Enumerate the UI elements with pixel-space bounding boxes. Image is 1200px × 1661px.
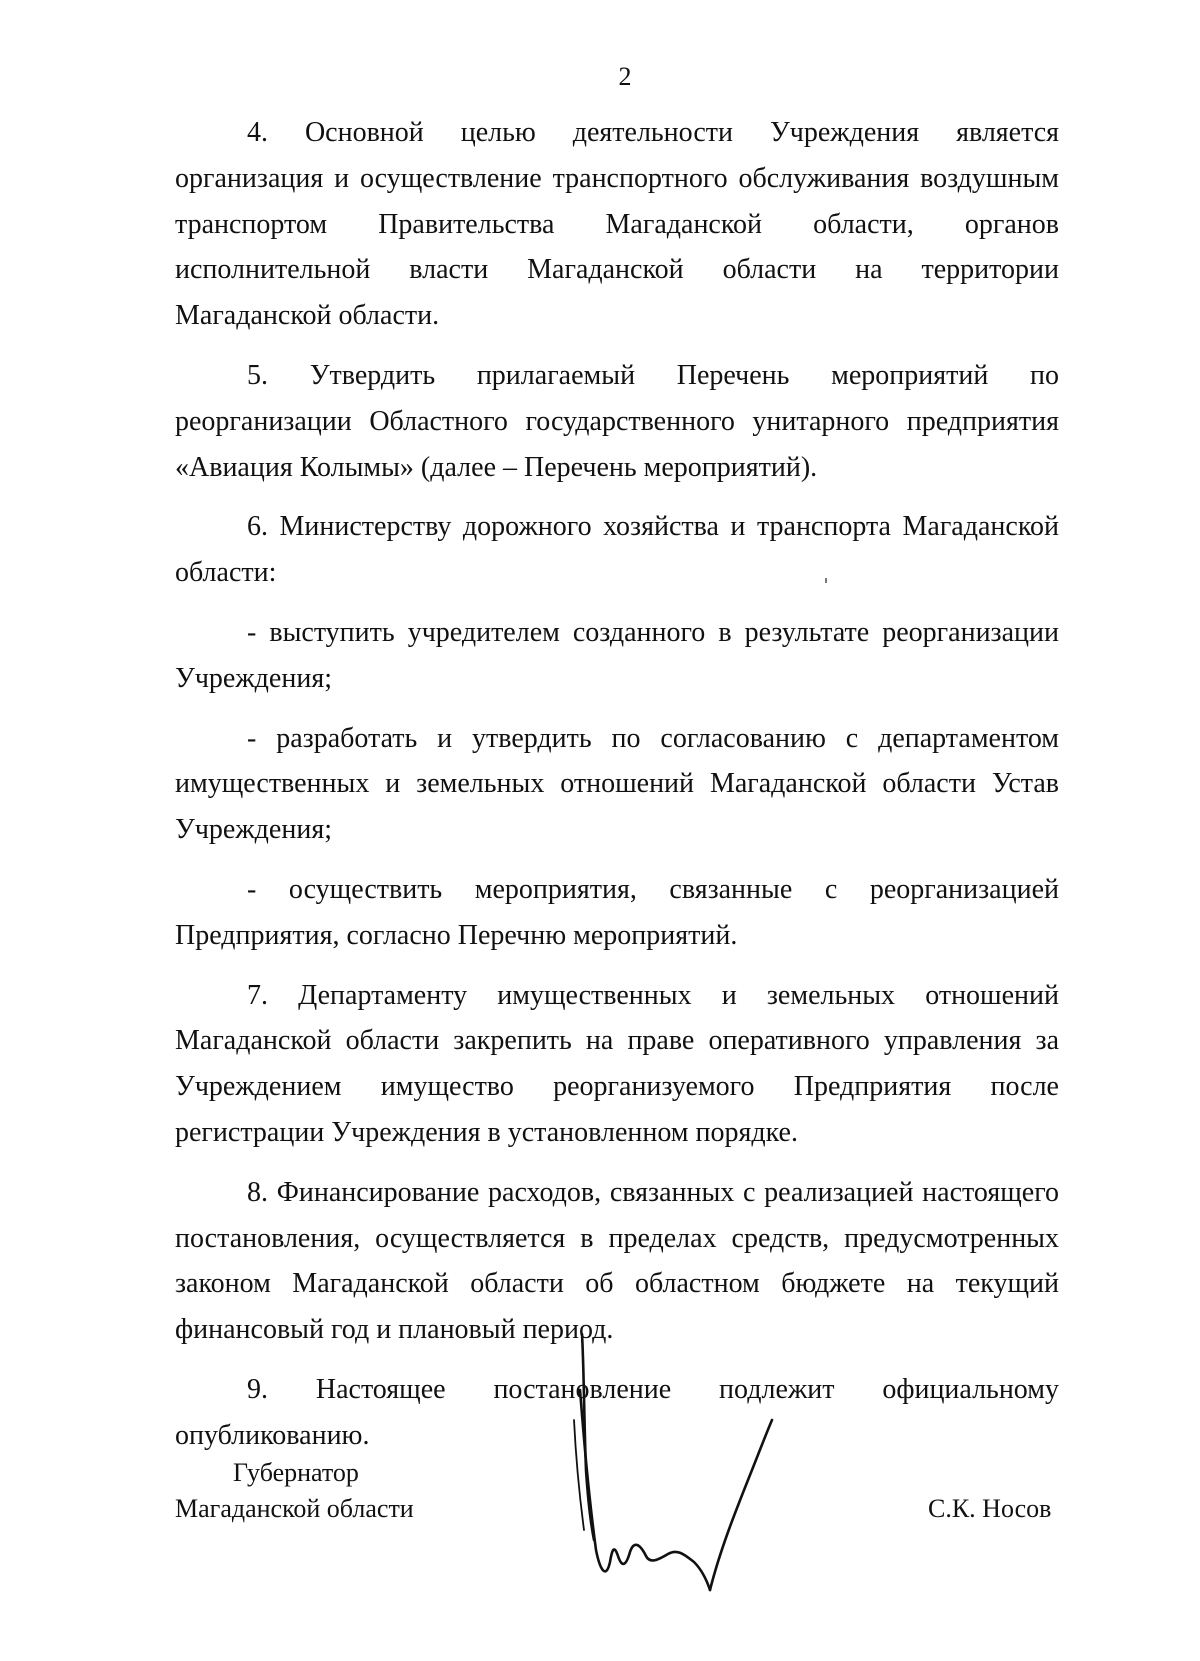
paragraph-4: 4. Основной целью деятельности Учреждения является организация и осуществление транспортного обслуживания воздушным транспортом Правительства Магаданской области, органов исполнительной власти Магаданской области на территории Магаданской области. [175, 117, 1059, 332]
paragraph-6: 6. Министерству дорожного хозяйства и транспорта Магаданской области: [175, 511, 1059, 589]
signatory-position: Губернатор [233, 1458, 359, 1487]
paragraph-6-item-3: - осуществить мероприятия, связанные с реорганизацией Предприятия, согласно Перечню мероприятий. [175, 873, 1059, 951]
signatory-title [175, 1455, 414, 1527]
paragraph-7: 7. Департаменту имущественных и земельных отношений Магаданской области закрепить на праве оперативного управления за Учреждением имущество реорганизуемого Предприятия после регистрации Учреждения в установленном порядке. [175, 979, 1059, 1148]
paragraph-5: 5. Утвердить прилагаемый Перечень мероприятий по реорганизации Областного государственного унитарного предприятия «Авиация Колымы» (далее – Перечень мероприятий). [175, 359, 1059, 483]
signatory-name: С.К. Носов [928, 1494, 1052, 1523]
paragraph-6-item-1: - выступить учредителем созданного в результате реорганизации Учреждения; [175, 616, 1059, 694]
paragraph-6-item-2: - разработать и утвердить по согласованию с департаментом имущественных и земельных отношений Магаданской области Устав Учреждения; [175, 722, 1059, 846]
paragraph-8: 8. Финансирование расходов, связанных с реализацией настоящего постановления, осуществляется в пределах средств, предусмотренных законом Магаданской области об областном бюджете на текущий финансовый год и плановый период. [175, 1176, 1059, 1346]
page-number: 2 [618, 62, 632, 91]
signatory-region: Магаданской области [175, 1494, 414, 1523]
document-body [175, 110, 1059, 1459]
paragraph-9: 9. Настоящее постановление подлежит официальному опубликованию. [175, 1373, 1059, 1451]
handwritten-signature [560, 1330, 820, 1600]
